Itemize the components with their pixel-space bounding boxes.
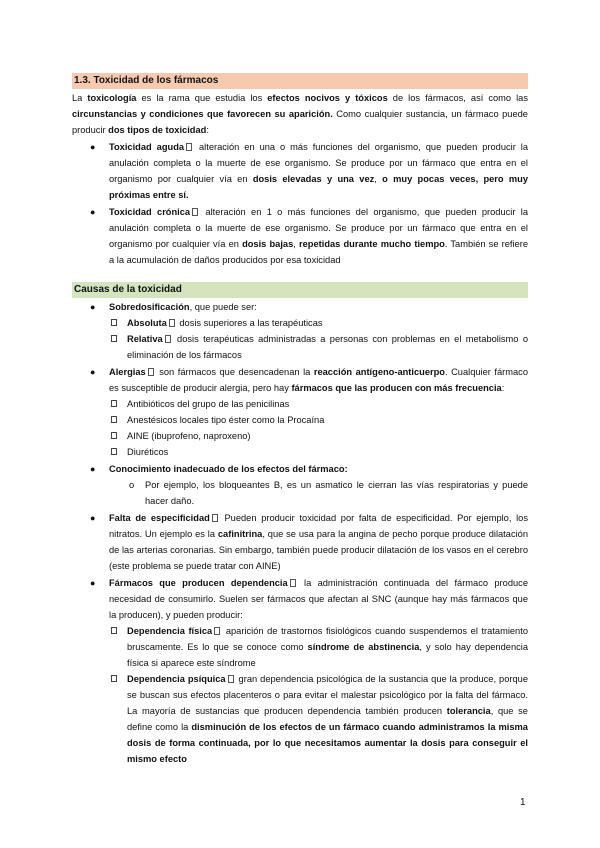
list-item-alergias: ● Alergias son fármacos que desencadenan la reacción antígeno-anticuerpo. Cualquier fármaco es susceptible de producir alergia, pero hay fármacos que las producen con más frecuencia: (72, 364, 528, 396)
main-content (72, 73, 528, 767)
square-bullet-icon (111, 416, 117, 423)
bullet-icon: ● (90, 207, 96, 217)
list-item-conocimiento: ● Conocimiento inadecuado de los efectos del fármaco: (72, 461, 528, 477)
square-bullet-icon (111, 400, 117, 407)
sublist-item-dependencia-fisica: Dependencia física aparición de trastornos fisiológicos cuando suspendemos el tratamiento bruscamente. Es lo que se conoce como síndrome de abstinencia, y solo hay dependencia física si aparece este síndrome (72, 623, 528, 671)
sublist-item-dependencia-psiquica: Dependencia psíquica gran dependencia psicológica de la sustancia que la produce, porque se buscan sus efectos placenteros o para evitar el malestar psicológico por la falta del fármaco. La mayoría de sustancias que producen dependencia también producen tolerancia, que se define como la disminución de los efectos de un fármaco cuando administramos la misma dosis de forma continuada, por lo que necesitamos aumentar la dosis para conseguir el mismo efecto (72, 671, 528, 767)
square-bullet-icon (111, 448, 117, 455)
intro-paragraph: La toxicología es la rama que estudia los efectos nocivos y tóxicos de los fármacos, así como las circunstancias y condiciones que favorecen su aparición. Como cualquier sustancia, un fármaco puede producir dos tipos de toxicidad: (72, 93, 528, 135)
sublist-item-absoluta: Absoluta dosis superiores a las terapéuticas (72, 315, 528, 331)
arrow-icon (186, 143, 192, 151)
list-item-sobredosificacion: ● Sobredosificación, que puede ser: (72, 299, 528, 315)
list-item-dependencia: ● Fármacos que producen dependencia la administración continuada del fármaco produce necesidad de consumirlo. Suelen ser fármacos que afectan al SNC (aunque hay más fármacos que la producen), y pueden producir: (72, 575, 528, 623)
sublist-item-relativa: Relativa dosis terapéuticas administradas a personas con problemas en el metabolismo o eliminación de los fármacos (72, 331, 528, 363)
bullet-icon: ● (90, 578, 96, 588)
arrow-icon (165, 335, 171, 343)
arrow-icon (228, 675, 234, 683)
square-bullet-icon (111, 432, 117, 439)
arrow-icon (169, 319, 175, 327)
arrow-icon (192, 208, 198, 216)
bullet-icon: ● (90, 513, 96, 523)
section-heading-toxicidad: 1.3. Toxicidad de los fármacos (72, 73, 528, 89)
arrow-icon (148, 368, 154, 376)
sublist-item-alergia: Anestésicos locales tipo éster como la Procaína (72, 412, 528, 428)
bullet-icon: ● (90, 302, 96, 312)
square-bullet-icon (111, 675, 117, 682)
square-bullet-icon (111, 627, 117, 634)
page-number: 1 (520, 797, 526, 808)
arrow-icon (214, 627, 220, 635)
bullet-icon: ● (90, 464, 96, 474)
square-bullet-icon (111, 335, 117, 342)
list-item-toxicidad-cronica: ● Toxicidad crónica alteración en 1 o más funciones del organismo, que pueden producir la anulación completa o la muerte de ese organismo. Se produce por un fármaco que entra en el organismo por cualquier vía en dosis bajas, repetidas durante mucho tiempo. También se refiere a la acumulación de daños producidos por esa toxicidad (72, 204, 528, 268)
sublist-item-alergia: Diuréticos (72, 444, 528, 460)
sublist-item-alergia: AINE (ibuprofeno, naproxeno) (72, 428, 528, 444)
square-bullet-icon (111, 319, 117, 326)
circle-bullet: o (129, 480, 135, 490)
sublist-item-ejemplo: o Por ejemplo, los bloqueantes B, es un asmatico le cierran las vías respiratorias y puede hacer daño. (72, 477, 528, 509)
sublist-item-alergia: Antibióticos del grupo de las penicilinas (72, 396, 528, 412)
bullet-icon: ● (90, 367, 96, 377)
bullet-icon: ● (90, 142, 96, 152)
arrow-icon (212, 514, 218, 522)
arrow-icon (290, 579, 296, 587)
section-heading-causas: Causas de la toxicidad (72, 282, 528, 298)
list-item-falta-especificidad: ● Falta de especificidad Pueden producir toxicidad por falta de especificidad. Por ejemplo, los nitratos. Un ejemplo es la cafinitrina, que se usa para la angina de pecho porque produce dilatación de las arterias coronarias. Sin embargo, también puede producir dilatación de los vasos en el cerebro (este problema se puede tratar con AINE) (72, 510, 528, 574)
list-item-toxicidad-aguda: ● Toxicidad aguda alteración en una o más funciones del organismo, que pueden producir la anulación completa o la muerte de ese organismo. Se produce por un fármaco que entra en el organismo por cualquier vía en dosis elevadas y una vez, o muy pocas veces, pero muy próximas entre sí. (72, 139, 528, 203)
